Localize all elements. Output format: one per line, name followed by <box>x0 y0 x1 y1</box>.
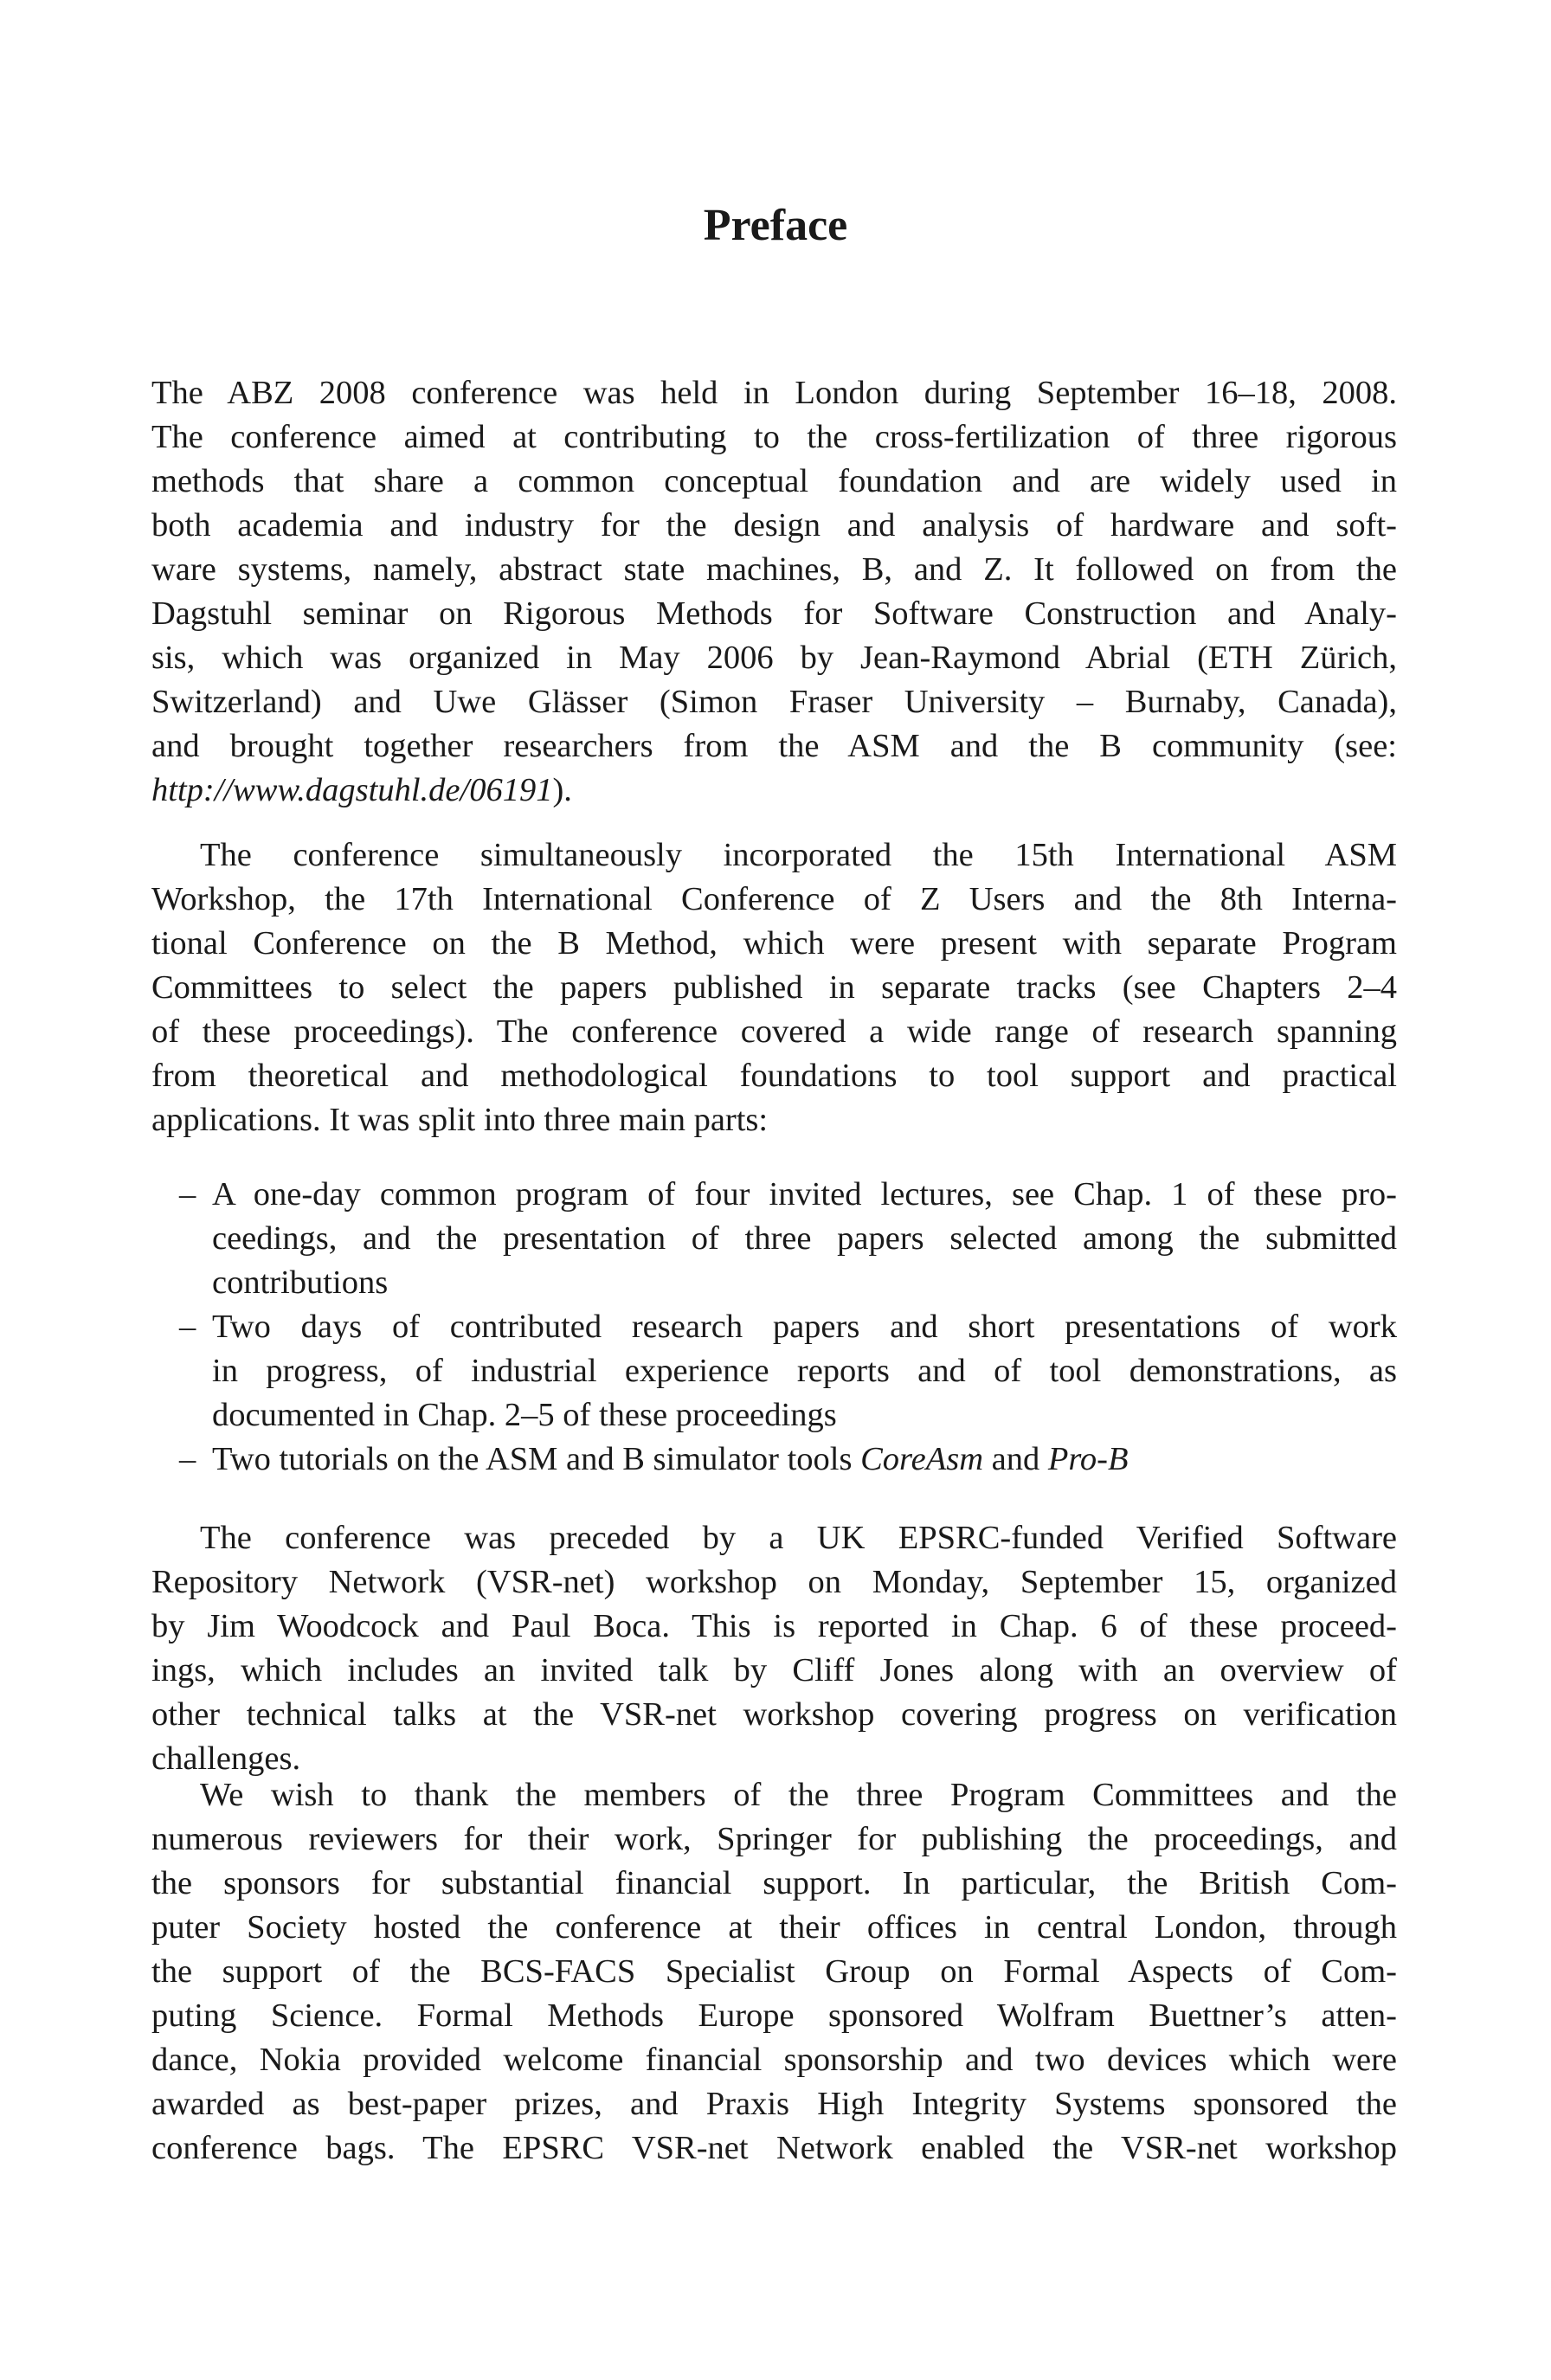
text-line: The conference was preceded by a UK EPSRC-funded Verified Software <box>200 1520 1397 1556</box>
list-item <box>151 1438 1397 1482</box>
text-line: A one-day common program of four invited lectures, see Chap. 1 of these pro- <box>212 1176 1397 1213</box>
text-line: puter Society hosted the conference at their offices in central London, through <box>151 1909 1397 1946</box>
text-line: The conference simultaneously incorporated the 15th International ASM <box>200 837 1397 873</box>
paragraph-1 <box>151 371 1397 813</box>
list-item <box>151 1173 1397 1305</box>
text-line: challenges. <box>151 1740 301 1777</box>
text-line: Committees to select the papers published in separate tracks (see Chapters 2–4 <box>151 969 1397 1006</box>
text-line: documented in Chap. 2–5 of these proceedings <box>212 1397 837 1433</box>
text-line: the sponsors for substantial financial support. In particular, the British Com- <box>151 1865 1397 1901</box>
text-segment: ). <box>552 772 572 808</box>
dash-bullet: – <box>179 1176 196 1213</box>
text-line: from theoretical and methodological foundations to tool support and practical <box>151 1058 1397 1094</box>
text-line: sis, which was organized in May 2006 by Jean-Raymond Abrial (ETH Zürich, <box>151 640 1397 676</box>
text-line: ings, which includes an invited talk by Cliff Jones along with an overview of <box>151 1652 1397 1689</box>
text-line: by Jim Woodcock and Paul Boca. This is reported in Chap. 6 of these proceed- <box>151 1608 1397 1644</box>
text-line: We wish to thank the members of the three Program Committees and the <box>200 1777 1397 1813</box>
text-segment: and <box>983 1441 1048 1477</box>
text-line: Two days of contributed research papers and short presentations of work <box>212 1309 1397 1345</box>
text-line: The ABZ 2008 conference was held in London during September 16–18, 2008. <box>151 375 1397 411</box>
text-line: in progress, of industrial experience reports and of tool demonstrations, as <box>212 1353 1397 1389</box>
dash-bullet: – <box>179 1309 196 1345</box>
page-title: Preface <box>703 200 848 250</box>
text-line: of these proceedings). The conference covered a wide range of research spanning <box>151 1013 1397 1050</box>
text-line: methods that share a common conceptual foundation and are widely used in <box>151 463 1397 499</box>
text-line: dance, Nokia provided welcome financial sponsorship and two devices which were <box>151 2042 1397 2078</box>
italic-text: http://www.dagstuhl.de/06191 <box>151 772 553 808</box>
text-line: applications. It was split into three main parts: <box>151 1102 769 1138</box>
text-line: other technical talks at the VSR-net workshop covering progress on verification <box>151 1696 1397 1733</box>
text-line: the support of the BCS-FACS Specialist Group on Formal Aspects of Com- <box>151 1953 1397 1990</box>
text-line: ware systems, namely, abstract state machines, B, and Z. It followed on from the <box>151 551 1397 588</box>
text-segment: Two tutorials on the ASM and B simulator tools <box>212 1441 861 1477</box>
dash-bullet: – <box>179 1441 196 1477</box>
paragraph-3 <box>151 1516 1397 1781</box>
text-line: numerous reviewers for their work, Springer for publishing the proceedings, and <box>151 1821 1397 1857</box>
parts-list <box>151 1173 1397 1482</box>
text-line: awarded as best-paper prizes, and Praxis High Integrity Systems sponsored the <box>151 2086 1397 2122</box>
text-line: The conference aimed at contributing to the cross-fertilization of three rigorous <box>151 419 1397 455</box>
text-line: ceedings, and the presentation of three papers selected among the submitted <box>212 1220 1397 1257</box>
italic-text: CoreAsm <box>860 1441 983 1477</box>
paragraph-2 <box>151 833 1397 1142</box>
text-line: puting Science. Formal Methods Europe sponsored Wolfram Buettner’s atten- <box>151 1997 1397 2034</box>
text-line: Dagstuhl seminar on Rigorous Methods for Software Construction and Analy- <box>151 595 1397 632</box>
text-line: Workshop, the 17th International Conference of Z Users and the 8th Interna- <box>151 881 1397 917</box>
text-line <box>212 1438 1397 1482</box>
italic-text: Pro-B <box>1047 1441 1129 1477</box>
text-line: both academia and industry for the design and analysis of hardware and soft- <box>151 507 1397 544</box>
text-line: contributions <box>212 1264 389 1301</box>
text-line <box>151 769 1397 813</box>
text-line: and brought together researchers from the ASM and the B community (see: <box>151 728 1397 764</box>
text-line: Repository Network (VSR-net) workshop on Monday, September 15, organized <box>151 1564 1397 1600</box>
text-line: conference bags. The EPSRC VSR-net Network enabled the VSR-net workshop <box>151 2130 1397 2166</box>
text-line: Switzerland) and Uwe Glässer (Simon Fraser University – Burnaby, Canada), <box>151 684 1397 720</box>
list-item <box>151 1305 1397 1438</box>
text-line: tional Conference on the B Method, which were present with separate Program <box>151 925 1397 962</box>
paragraph-4 <box>151 1773 1397 2171</box>
